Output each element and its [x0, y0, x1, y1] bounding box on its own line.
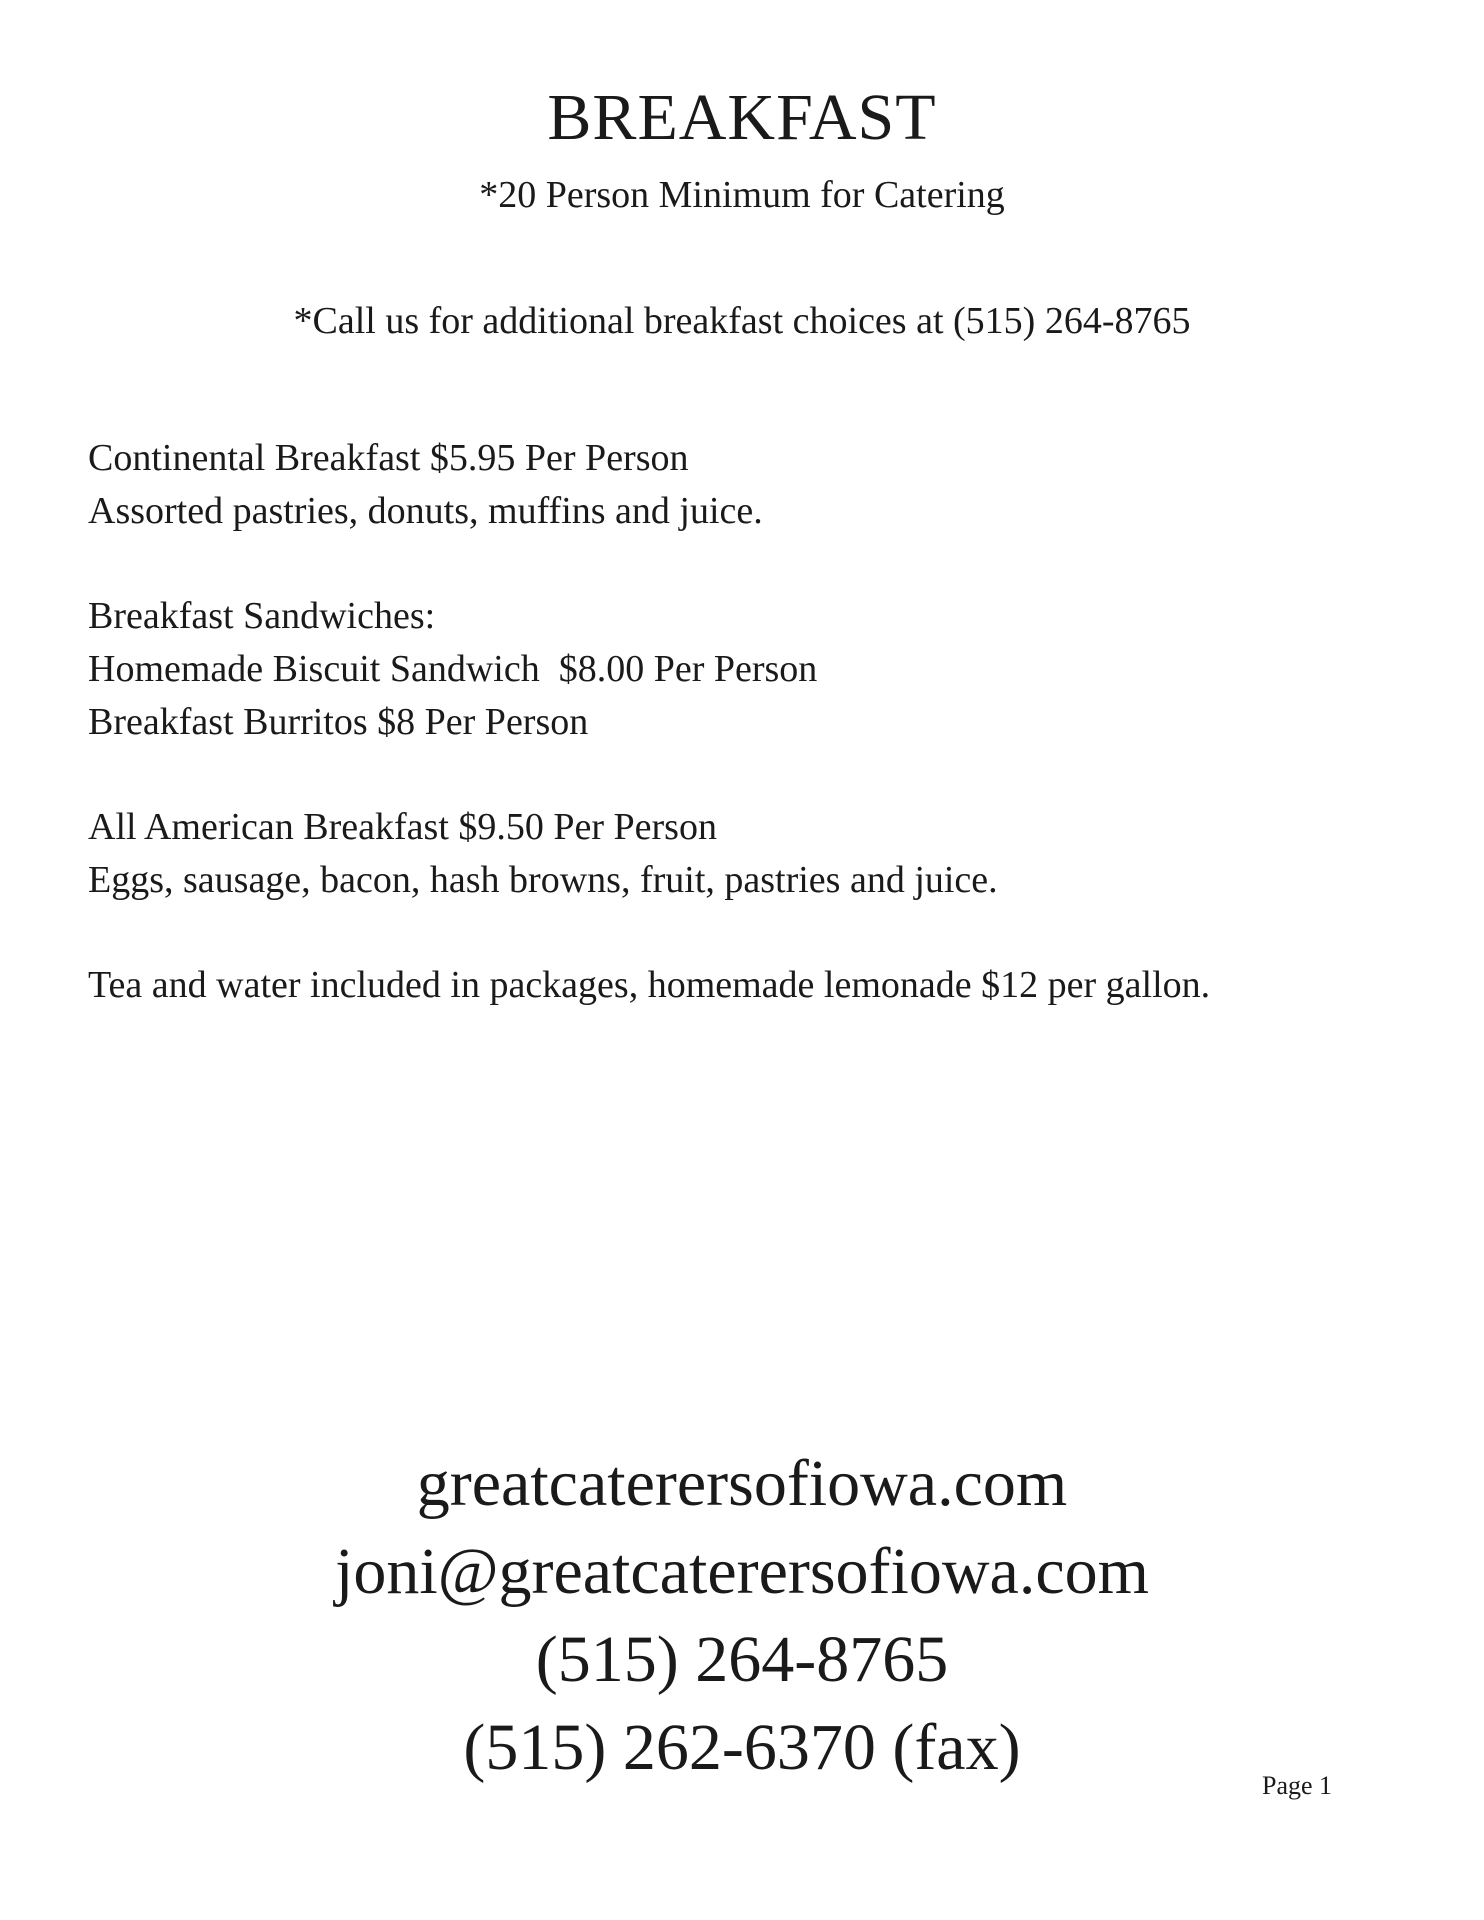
continental-name: Continental Breakfast $5.95 Per Person — [88, 437, 689, 479]
page-header — [0, 78, 1484, 344]
drinks-section — [88, 959, 1408, 1012]
american-description: Eggs, sausage, bacon, hash browns, fruit, pastries and juice. — [88, 859, 998, 901]
phone-number: (515) 264-8765 — [535, 1623, 949, 1696]
drinks-note: Tea and water included in packages, homemade lemonade $12 per gallon. — [88, 964, 1211, 1006]
continental-section — [88, 432, 1408, 538]
biscuit-sandwich-item: Homemade Biscuit Sandwich $8.00 Per Person — [88, 648, 818, 690]
email-link[interactable]: joni@greatcaterersofiowa.com — [335, 1535, 1149, 1608]
sandwiches-section — [88, 590, 1408, 749]
page-number: Page 1 — [1262, 1771, 1333, 1800]
fax-number: (515) 262-6370 (fax) — [463, 1711, 1021, 1784]
breakfast-burritos-item: Breakfast Burritos $8 Per Person — [88, 701, 589, 743]
page-title: BREAKFAST — [547, 81, 937, 154]
minimum-note: *20 Person Minimum for Catering — [479, 174, 1005, 216]
american-section — [88, 801, 1408, 907]
website-link[interactable]: greatcaterersofiowa.com — [416, 1447, 1068, 1520]
american-name: All American Breakfast $9.50 Per Person — [88, 806, 717, 848]
sandwiches-heading: Breakfast Sandwiches: — [88, 595, 436, 637]
menu-list — [88, 432, 1408, 1064]
contact-block — [0, 1440, 1484, 1792]
continental-description: Assorted pastries, donuts, muffins and juice. — [88, 490, 763, 532]
call-note: *Call us for additional breakfast choices at (515) 264-8765 — [293, 300, 1191, 342]
